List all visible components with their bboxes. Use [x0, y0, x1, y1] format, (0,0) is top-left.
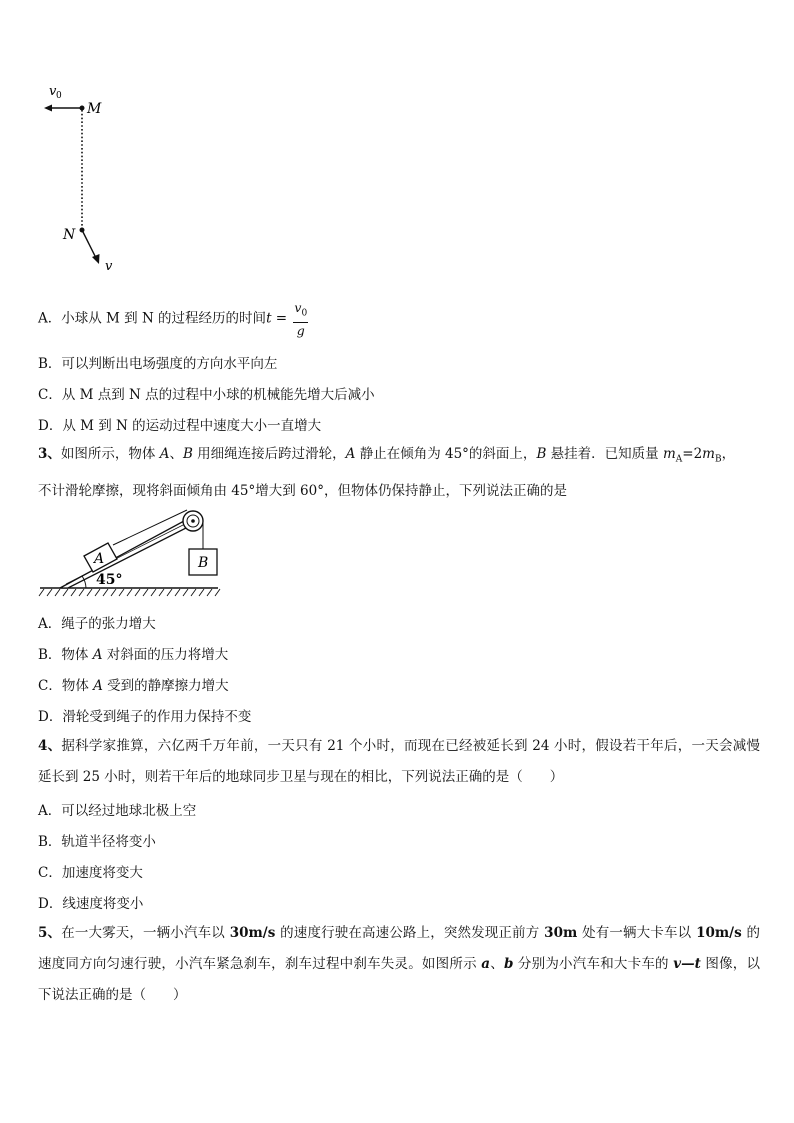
figure-incline-pulley [36, 505, 226, 600]
q3-option-c-pre: C．物体 [38, 678, 89, 694]
q5-distance: 30m [539, 925, 583, 941]
label-v: v [105, 259, 113, 274]
q5-var-b: b [503, 956, 514, 972]
block-a-label: A [94, 551, 105, 567]
q3-option-a: A．绳子的张力增大 [38, 616, 156, 632]
q5-speed2: 10m/s [691, 925, 747, 941]
label-m: M [87, 101, 102, 117]
q2-option-c: C．从 M 点到 N 点的过程中小球的机械能先增大后减小 [38, 387, 375, 403]
q5-vt: v—t [673, 956, 701, 972]
q3-number: 3、 [38, 446, 61, 462]
q5-stem-4: 的速度同方向匀速行驶，小汽车紧急刹车，刹车过程中刹车失灵。如图所示 [38, 925, 761, 972]
q3-sep: 、 [169, 446, 183, 462]
q3-stem-3: 静止在倾角为 45°的斜面上， [355, 446, 537, 462]
formula-num: v [294, 300, 302, 315]
q4-option-d: D．线速度将变小 [38, 896, 144, 912]
q3-option-c [38, 674, 229, 694]
formula-t: t [266, 310, 272, 327]
block-b-label: B [198, 555, 209, 571]
pulley [183, 511, 203, 531]
q5-stem [38, 918, 760, 1011]
q3-option-c-var: A [93, 678, 103, 694]
q3-option-b-pre: B．物体 [38, 647, 89, 663]
figure-mn-trajectory [30, 78, 130, 278]
q3-stem-2: 用细绳连接后跨过滑轮， [192, 446, 346, 462]
label-v0-sub: 0 [56, 91, 62, 101]
q3-option-d: D．滑轮受到绳子的作用力保持不变 [38, 709, 252, 725]
q3-eq: =2 [682, 446, 703, 462]
ground-hatch [39, 589, 220, 596]
formula-num-sub: 0 [301, 308, 308, 319]
q2-option-b: B．可以判断出电场强度的方向水平向左 [38, 356, 278, 372]
q3-stem-5: ， [721, 446, 736, 462]
q4-option-c: C．加速度将变大 [38, 865, 143, 881]
block-a [84, 543, 117, 572]
point-m [80, 106, 85, 111]
label-v0: v [49, 84, 57, 99]
q5-stem-6: 图像，以下说法正确的是（ ） [38, 956, 760, 1003]
q3-var-a: A [159, 446, 170, 462]
q2-option-a-text: A．小球从 M 到 N 的过程经历的时间 [38, 310, 267, 327]
q3-option-c-post: 受到的静摩擦力增大 [102, 678, 229, 694]
v-arrow [82, 230, 100, 264]
q3-option-b-var: A [92, 647, 103, 663]
v0-arrow [44, 105, 82, 112]
q3-stem [38, 439, 760, 507]
q3-stem-line2: 不计滑轮摩擦，现将斜面倾角由 45°增大到 60°，但物体仍保持静止，下列说法正确的是 [38, 482, 567, 499]
q3-stem-1: 如图所示，物体 [60, 446, 156, 462]
q2-option-d: D．从 M 到 N 的运动过程中速度大小一直增大 [38, 418, 322, 434]
q5-var-a: a [481, 956, 491, 972]
q3-option-b-post: 对斜面的压力将增大 [102, 647, 229, 663]
formula-fraction [293, 300, 308, 338]
q2-option-a: A．小球从 M 到 N 的过程经历的时间t = $\frac{v_0}{g}$ [38, 300, 308, 338]
q4-stem [38, 731, 760, 793]
q3-option-b [38, 643, 228, 663]
q4-stem-text: 据科学家推算，六亿两千万年前，一天只有 21 个小时，而现在已经被延长到 24 小时，假设若干年后，一天会减慢延长到 25 小时，则若干年后的地球同步卫星与现在的相比，下列说法正确的是（ ） [38, 738, 760, 785]
q5-speed1: 30m/s [224, 925, 281, 941]
q5-stem-2: 的速度行驶在高速公路上，突然发现正前方 [280, 925, 540, 941]
q3-mass-a: m [662, 446, 676, 462]
q3-mass-b: m [702, 446, 715, 462]
formula-den: g [296, 322, 305, 338]
q3-var-b: B [182, 446, 193, 462]
q4-option-a: A．可以经过地球北极上空 [38, 803, 197, 819]
q3-sub-b: B [714, 454, 722, 465]
q3-var-b-2: B [536, 446, 547, 462]
q3-var-a-2: A [345, 446, 356, 462]
block-b [189, 549, 217, 575]
angle-label: 45° [96, 572, 123, 588]
q3-stem-4: 悬挂着．已知质量 [546, 446, 663, 462]
incline-inner-edge [66, 524, 185, 584]
q5-number: 5、 [38, 925, 62, 941]
q3-sub-a: A [675, 454, 683, 465]
q5-stem-3: 处有一辆大卡车以 [582, 925, 692, 941]
q5-stem-1: 在一大雾天，一辆小汽车以 [61, 925, 225, 941]
label-n: N [63, 227, 76, 243]
q5-stem-5: 分别为小汽车和大卡车的 [513, 956, 674, 972]
q4-number: 4、 [38, 738, 62, 754]
q5-sep: 、 [490, 956, 504, 972]
q4-option-b: B．轨道半径将变小 [38, 834, 156, 850]
